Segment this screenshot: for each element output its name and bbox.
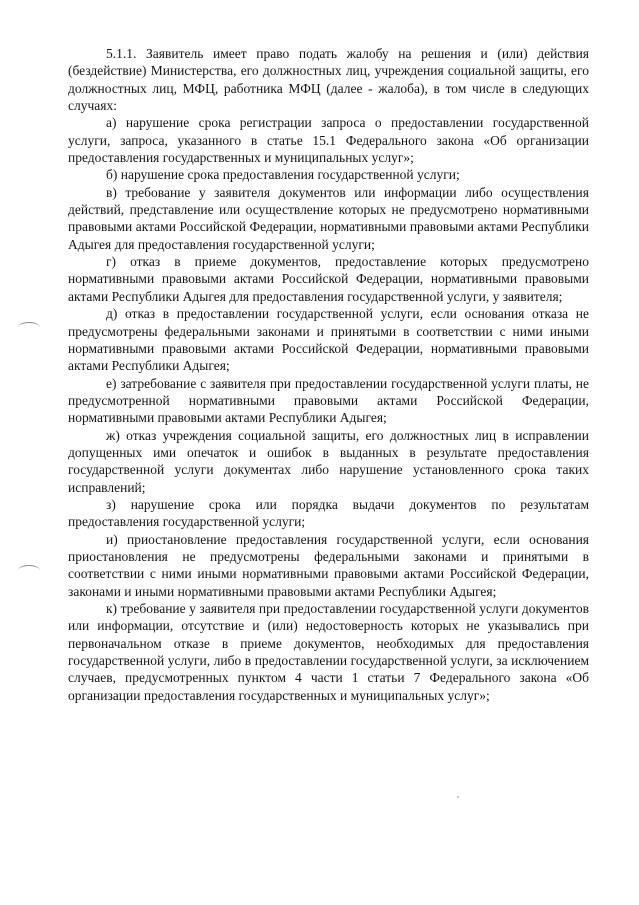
paragraph-item-g: г) отказ в приеме документов, предоставление которых предусмотрено нормативными правовыми актами Российской Федерации, нормативными правовыми актами Республики Адыгея для предоставления государственной услуги, у заявителя; [68, 254, 589, 304]
paragraph-item-d: д) отказ в предоставлении государственной услуги, если основания отказа не предусмотрены федеральными законами и принятыми в соответствии с ними иными нормативными правовыми актами Российской Федерации, нормативными правовыми актами Республики Адыгея; [68, 306, 589, 374]
paragraph-item-b: б) нарушение срока предоставления государственной услуги; [106, 167, 460, 183]
paragraph-5-1-1: 5.1.1. Заявитель имеет право подать жалобу на решения и (или) действия (бездействие) Министерства, его должностных лиц, учреждения социальной защиты, его должностных лиц, МФЦ, работника МФЦ (далее - жалоба), в том числе в следующих случаях: [68, 46, 589, 114]
document-body [68, 45, 589, 704]
paragraph-item-i: и) приостановление предоставления государственной услуги, если основания приостановления не предусмотрены федеральными законами и принятыми в соответствии с ними иными нормативными правовыми актами Российской Федерации, законами и иными нормативными правовыми актами Республики Адыгея; [68, 531, 589, 599]
paragraph-item-z: з) нарушение срока или порядка выдачи документов по результатам предоставления государственной услуги; [68, 496, 589, 530]
paragraph-item-zh: ж) отказ учреждения социальной защиты, его должностных лиц в исправлении допущенных ими опечаток и ошибок в выданных в результате предоставления государственной услуги документах либо нарушение установленного срока таких исправлений; [68, 427, 589, 495]
hole-punch-mark [18, 565, 40, 576]
paragraph-item-e: е) затребование с заявителя при предоставлении государственной услуги платы, не предусмотренной нормативными правовыми актами Российской Федерации, нормативными правовыми актами Республики Адыгея; [68, 375, 589, 426]
paragraph-item-a: а) нарушение срока регистрации запроса о предоставлении государственной услуги, запроса, указанного в статье 15.1 Федерального закона «Об организации предоставления государственных и муниципальных услуг»; [68, 115, 589, 166]
paragraph-item-k: к) требование у заявителя при предоставлении государственной услуги документов или информации, отсутствие и (или) недостоверность которых не указывались при первоначальном отказе в приеме документов, необходимых для предоставления государственной услуги, либо в предоставлении государственной услуги, за исключением случаев, предусмотренных пунктом 4 части 1 статьи 7 Федерального закона «Об организации предоставления государственных и муниципальных услуг»; [68, 601, 589, 703]
paragraph-item-v: в) требование у заявителя документов или информации либо осуществления действий, представление или осуществление которых не предусмотрено нормативными правовыми актами Российской Федерации, нормативными правовыми актами Республики Адыгея для предоставления государственной услуги; [68, 184, 589, 252]
scan-speck [457, 796, 459, 798]
hole-punch-mark [18, 322, 40, 333]
